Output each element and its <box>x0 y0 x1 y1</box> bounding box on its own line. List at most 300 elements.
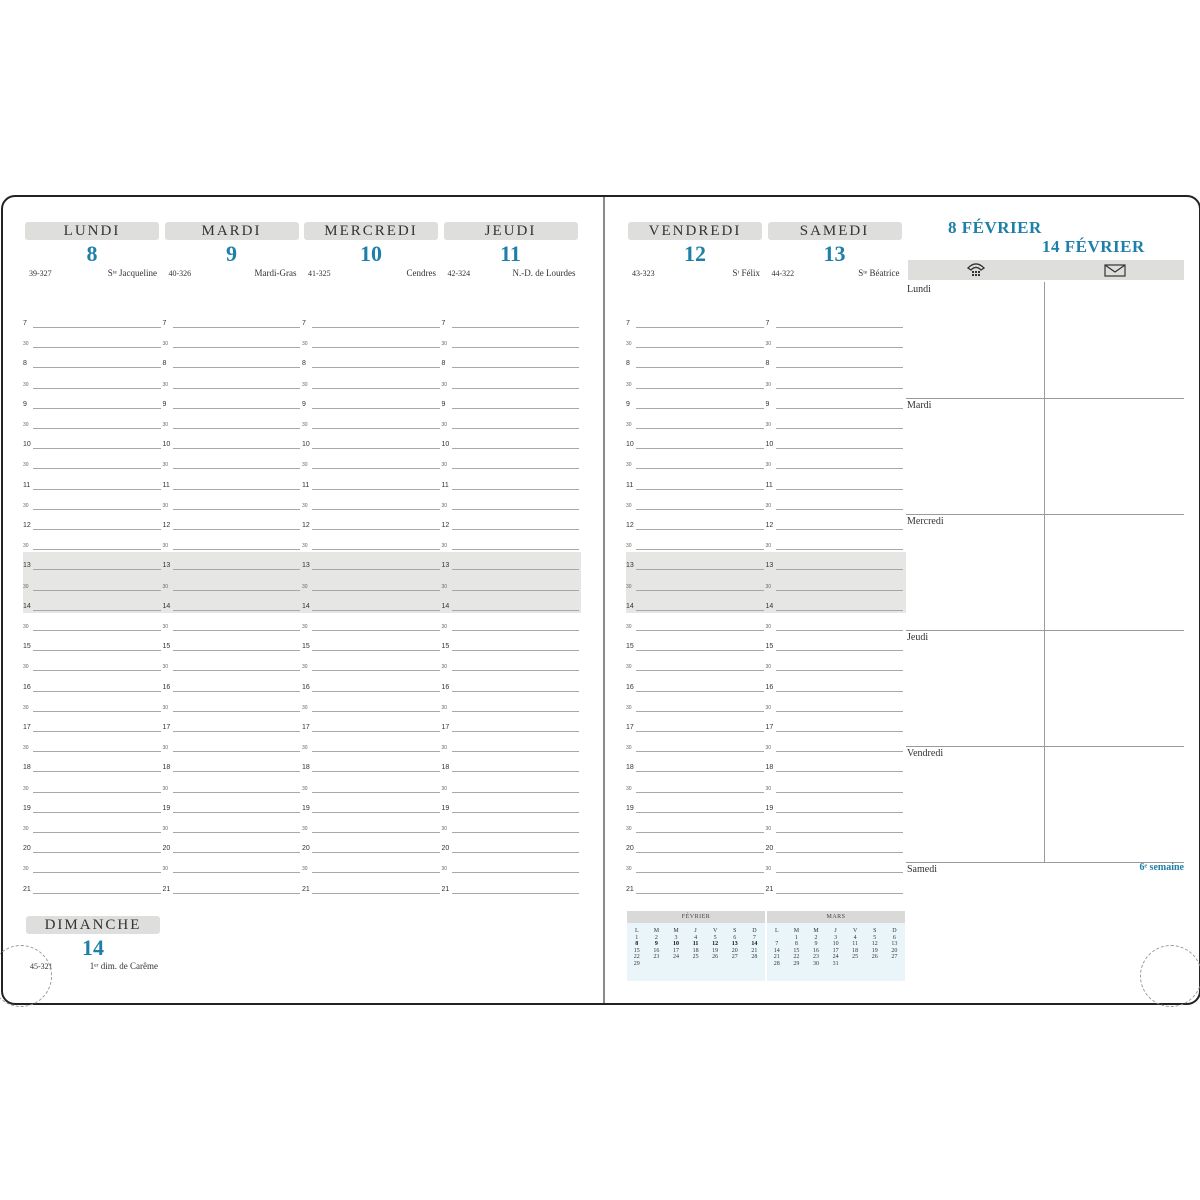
time-line[interactable] <box>33 590 161 591</box>
time-line[interactable] <box>776 388 904 389</box>
time-line[interactable] <box>636 590 764 591</box>
time-line[interactable] <box>452 832 580 833</box>
hour-label: 15 <box>302 643 310 651</box>
mini-day: 7 <box>775 941 779 948</box>
time-line[interactable] <box>33 691 161 692</box>
mini-calendar-grid <box>767 928 904 968</box>
hour-label: 9 <box>441 400 446 408</box>
time-line[interactable] <box>452 792 580 793</box>
time-line[interactable] <box>33 832 161 833</box>
notes-divider <box>1044 282 1045 862</box>
time-line[interactable] <box>33 489 161 490</box>
half-hour-label: 30 <box>162 624 169 630</box>
time-line[interactable] <box>312 691 440 692</box>
notes-header-bar <box>908 260 1184 280</box>
sunday-code: 45-321 <box>30 962 53 971</box>
half-hour-label: 30 <box>765 704 772 711</box>
day-number: 13 <box>823 241 846 266</box>
time-line[interactable] <box>312 388 440 389</box>
mini-day: 1 <box>794 934 798 941</box>
half-hour-label: 30 <box>765 664 772 671</box>
time-line[interactable] <box>312 367 440 368</box>
time-line[interactable] <box>636 731 764 732</box>
time-line[interactable] <box>776 771 904 772</box>
time-line[interactable] <box>33 448 161 449</box>
time-line[interactable] <box>452 327 580 328</box>
time-line[interactable] <box>776 731 904 732</box>
time-line[interactable] <box>452 731 580 732</box>
time-line[interactable] <box>776 347 904 348</box>
time-line[interactable] <box>33 872 161 873</box>
half-hour-label: 30 <box>626 785 632 792</box>
time-line[interactable] <box>452 711 580 712</box>
half-hour-label: 30 <box>23 785 29 792</box>
half-hour-label: 30 <box>626 422 632 428</box>
time-line[interactable] <box>312 347 440 348</box>
time-line[interactable] <box>452 812 580 813</box>
day-name: MARDI <box>201 223 262 239</box>
hour-label: 16 <box>626 683 634 691</box>
weekday-label: J <box>834 928 837 934</box>
hour-label: 12 <box>441 522 450 529</box>
mini-day: 2 <box>814 934 818 941</box>
half-hour-label: 30 <box>765 543 772 550</box>
time-line[interactable] <box>776 630 904 631</box>
time-line[interactable] <box>452 569 580 570</box>
day-code: 43-323 <box>632 269 655 278</box>
time-line[interactable] <box>173 408 301 409</box>
half-hour-label: 30 <box>302 341 308 348</box>
time-line[interactable] <box>776 549 904 550</box>
time-line[interactable] <box>312 489 440 490</box>
time-line[interactable] <box>452 468 580 469</box>
half-hour-label: 30 <box>162 583 169 590</box>
time-line[interactable] <box>33 509 161 510</box>
time-line[interactable] <box>312 590 440 591</box>
time-line[interactable] <box>173 893 301 894</box>
hour-label: 21 <box>302 885 310 893</box>
hour-label: 11 <box>23 481 31 489</box>
time-line[interactable] <box>636 327 764 328</box>
time-line[interactable] <box>452 529 580 530</box>
time-line[interactable] <box>312 468 440 469</box>
time-line[interactable] <box>636 448 764 449</box>
mini-day <box>686 961 706 968</box>
time-line[interactable] <box>33 529 161 530</box>
time-line[interactable] <box>776 832 904 833</box>
half-hour-label: 30 <box>765 866 772 873</box>
time-line[interactable] <box>312 670 440 671</box>
time-line[interactable] <box>173 872 301 873</box>
time-line[interactable] <box>173 731 301 732</box>
half-hour-label: 30 <box>23 341 29 348</box>
hour-label: 14 <box>23 602 31 610</box>
time-line[interactable] <box>452 590 580 591</box>
time-line[interactable] <box>312 630 440 631</box>
hour-label: 10 <box>23 441 31 449</box>
time-line[interactable] <box>452 691 580 692</box>
mini-day: 6 <box>733 934 737 941</box>
mini-day: 11 <box>692 941 699 948</box>
week-label-mercredi: Mercredi <box>907 516 944 527</box>
hour-label: 10 <box>162 441 171 449</box>
time-line[interactable] <box>636 610 764 611</box>
half-hour-label: 30 <box>765 381 772 388</box>
half-hour-label: 30 <box>23 704 29 711</box>
time-line[interactable] <box>33 630 161 631</box>
time-line[interactable] <box>776 367 904 368</box>
half-hour-label: 30 <box>162 422 169 428</box>
mini-day: 5 <box>873 934 877 941</box>
time-line[interactable] <box>636 711 764 712</box>
time-line[interactable] <box>452 549 580 550</box>
mini-day: 27 <box>731 954 738 961</box>
half-hour-label: 30 <box>23 583 29 590</box>
time-line[interactable] <box>636 771 764 772</box>
time-line[interactable] <box>452 893 580 894</box>
mini-day: 8 <box>635 941 639 948</box>
hour-label: 12 <box>302 522 310 529</box>
time-line[interactable] <box>776 792 904 793</box>
time-line[interactable] <box>636 852 764 853</box>
time-line[interactable] <box>173 367 301 368</box>
mini-day: 3 <box>834 934 838 941</box>
time-line[interactable] <box>636 347 764 348</box>
hour-label: 11 <box>302 481 310 489</box>
time-line[interactable] <box>173 347 301 348</box>
time-line[interactable] <box>776 610 904 611</box>
hour-label: 7 <box>626 320 630 327</box>
sunday-number: 14 <box>82 935 104 960</box>
half-hour-label: 30 <box>23 543 29 550</box>
hour-label: 18 <box>302 764 310 772</box>
half-hour-label: 30 <box>302 704 308 711</box>
hour-label: 8 <box>302 360 306 368</box>
time-line[interactable] <box>636 630 764 631</box>
time-line[interactable] <box>173 590 301 591</box>
time-line[interactable] <box>173 852 301 853</box>
mini-day: 22 <box>793 954 800 961</box>
time-line[interactable] <box>776 751 904 752</box>
time-line[interactable] <box>636 792 764 793</box>
half-hour-label: 30 <box>765 583 772 590</box>
time-line[interactable] <box>312 872 440 873</box>
time-line[interactable] <box>636 670 764 671</box>
time-line[interactable] <box>452 367 580 368</box>
time-line[interactable] <box>312 832 440 833</box>
hour-label: 14 <box>626 602 634 610</box>
mini-day: 13 <box>891 941 898 948</box>
time-line[interactable] <box>173 670 301 671</box>
time-line[interactable] <box>776 428 904 429</box>
mini-day: 17 <box>672 947 679 954</box>
time-line[interactable] <box>33 367 161 368</box>
time-line[interactable] <box>636 569 764 570</box>
time-line[interactable] <box>173 711 301 712</box>
half-hour-label: 30 <box>23 462 29 469</box>
time-line[interactable] <box>312 529 440 530</box>
time-line[interactable] <box>636 650 764 651</box>
time-line[interactable] <box>173 388 301 389</box>
day-number: 11 <box>500 241 521 266</box>
hour-label: 20 <box>441 845 450 853</box>
time-line[interactable] <box>776 852 904 853</box>
time-line[interactable] <box>173 509 301 510</box>
time-line[interactable] <box>636 408 764 409</box>
time-line[interactable] <box>173 610 301 611</box>
hour-label: 9 <box>23 400 27 408</box>
half-hour-label: 30 <box>23 422 29 428</box>
time-line[interactable] <box>776 448 904 449</box>
time-line[interactable] <box>452 448 580 449</box>
hour-label: 11 <box>626 481 634 489</box>
mini-calendar-month: FÉVRIER <box>627 911 765 923</box>
time-line[interactable] <box>173 489 301 490</box>
mini-day: 24 <box>832 954 839 961</box>
time-line[interactable] <box>312 852 440 853</box>
weekday-label: M <box>653 928 660 934</box>
time-line[interactable] <box>636 388 764 389</box>
week-label-vendredi: Vendredi <box>907 748 944 759</box>
hour-label: 8 <box>441 360 446 368</box>
mini-day: 21 <box>773 954 780 961</box>
time-line[interactable] <box>452 347 580 348</box>
time-line[interactable] <box>636 529 764 530</box>
half-hour-label: 30 <box>441 664 448 671</box>
time-line[interactable] <box>33 610 161 611</box>
time-line[interactable] <box>173 529 301 530</box>
time-line[interactable] <box>312 509 440 510</box>
time-line[interactable] <box>776 670 904 671</box>
time-line[interactable] <box>636 893 764 894</box>
time-line[interactable] <box>173 468 301 469</box>
time-line[interactable] <box>33 468 161 469</box>
time-line[interactable] <box>452 771 580 772</box>
time-line[interactable] <box>776 711 904 712</box>
time-line[interactable] <box>312 731 440 732</box>
time-line[interactable] <box>33 812 161 813</box>
time-line[interactable] <box>452 509 580 510</box>
half-hour-label: 30 <box>441 826 448 832</box>
time-line[interactable] <box>636 751 764 752</box>
half-hour-label: 30 <box>765 422 772 428</box>
time-line[interactable] <box>776 650 904 651</box>
time-line[interactable] <box>33 549 161 550</box>
mini-day: 13 <box>731 941 738 948</box>
time-line[interactable] <box>312 569 440 570</box>
day-saint: Sᵗᵉ Jacqueline <box>107 268 157 278</box>
time-line[interactable] <box>452 670 580 671</box>
time-line[interactable] <box>312 428 440 429</box>
time-line[interactable] <box>312 812 440 813</box>
time-line[interactable] <box>636 509 764 510</box>
time-line[interactable] <box>173 569 301 570</box>
half-hour-label: 30 <box>162 785 169 792</box>
time-line[interactable] <box>33 711 161 712</box>
hour-label: 14 <box>765 602 774 610</box>
mini-day: 4 <box>694 934 698 941</box>
time-line[interactable] <box>33 731 161 732</box>
time-line[interactable] <box>636 489 764 490</box>
day-name: JEUDI <box>484 223 537 239</box>
time-line[interactable] <box>452 610 580 611</box>
time-line[interactable] <box>33 792 161 793</box>
time-line[interactable] <box>776 529 904 530</box>
time-line[interactable] <box>173 771 301 772</box>
time-line[interactable] <box>776 569 904 570</box>
time-line[interactable] <box>452 751 580 752</box>
time-line[interactable] <box>312 408 440 409</box>
time-line[interactable] <box>33 751 161 752</box>
corner-right <box>1140 945 1200 1007</box>
time-line[interactable] <box>33 347 161 348</box>
half-hour-label: 30 <box>23 381 29 388</box>
half-hour-label: 30 <box>302 543 308 550</box>
time-line[interactable] <box>173 549 301 550</box>
time-line[interactable] <box>776 408 904 409</box>
time-line[interactable] <box>33 771 161 772</box>
time-line[interactable] <box>312 893 440 894</box>
time-line[interactable] <box>636 872 764 873</box>
time-line[interactable] <box>312 711 440 712</box>
half-hour-label: 30 <box>626 543 632 550</box>
time-line[interactable] <box>173 448 301 449</box>
hour-label: 18 <box>626 764 634 772</box>
time-line[interactable] <box>776 872 904 873</box>
day-name: SAMEDI <box>799 223 870 239</box>
time-line[interactable] <box>776 893 904 894</box>
half-hour-label: 30 <box>302 583 308 590</box>
day-header-jeudi <box>444 222 578 240</box>
half-hour-label: 30 <box>162 381 169 388</box>
hour-label: 18 <box>23 764 31 772</box>
mini-day: 4 <box>853 934 857 941</box>
time-line[interactable] <box>776 509 904 510</box>
hour-label: 18 <box>441 764 450 772</box>
time-line[interactable] <box>636 812 764 813</box>
half-hour-label: 30 <box>302 462 308 469</box>
time-line[interactable] <box>173 327 301 328</box>
time-line[interactable] <box>312 792 440 793</box>
hour-label: 11 <box>162 481 170 489</box>
time-line[interactable] <box>33 327 161 328</box>
time-line[interactable] <box>33 852 161 853</box>
time-line[interactable] <box>776 468 904 469</box>
hour-label: 10 <box>302 441 310 449</box>
hour-label: 18 <box>765 764 774 772</box>
time-line[interactable] <box>636 691 764 692</box>
time-line[interactable] <box>452 852 580 853</box>
time-line[interactable] <box>173 812 301 813</box>
time-line[interactable] <box>452 408 580 409</box>
mini-day: 30 <box>812 960 819 967</box>
half-hour-label: 30 <box>162 664 169 671</box>
half-hour-label: 30 <box>765 745 772 752</box>
hour-label: 9 <box>765 400 770 408</box>
time-line[interactable] <box>452 489 580 490</box>
time-line[interactable] <box>636 549 764 550</box>
day-saint: Mardi-Gras <box>254 268 297 278</box>
time-line[interactable] <box>776 812 904 813</box>
time-line[interactable] <box>636 468 764 469</box>
time-line[interactable] <box>312 610 440 611</box>
mini-day: 28 <box>751 954 758 961</box>
half-hour-label: 30 <box>441 543 448 550</box>
time-line[interactable] <box>33 408 161 409</box>
half-hour-label: 30 <box>626 381 632 388</box>
time-line[interactable] <box>312 549 440 550</box>
time-line[interactable] <box>312 448 440 449</box>
time-line[interactable] <box>33 893 161 894</box>
time-line[interactable] <box>173 792 301 793</box>
hour-label: 13 <box>302 562 310 570</box>
time-line[interactable] <box>312 650 440 651</box>
hour-label: 11 <box>765 481 773 489</box>
time-line[interactable] <box>776 327 904 328</box>
time-line[interactable] <box>173 428 301 429</box>
time-line[interactable] <box>173 691 301 692</box>
time-line[interactable] <box>33 569 161 570</box>
half-hour-label: 30 <box>302 826 308 832</box>
time-line[interactable] <box>776 590 904 591</box>
day-saint: Sᵗ Félix <box>732 268 760 278</box>
time-line[interactable] <box>33 670 161 671</box>
time-line[interactable] <box>173 650 301 651</box>
time-line[interactable] <box>312 327 440 328</box>
time-line[interactable] <box>173 630 301 631</box>
hour-label: 17 <box>441 724 450 731</box>
half-hour-label: 30 <box>162 866 169 873</box>
half-hour-label: 30 <box>441 624 448 630</box>
time-line[interactable] <box>452 388 580 389</box>
day-saint: N.-D. de Lourdes <box>512 268 576 278</box>
time-line[interactable] <box>33 428 161 429</box>
time-line[interactable] <box>173 832 301 833</box>
time-line[interactable] <box>452 650 580 651</box>
time-line[interactable] <box>776 691 904 692</box>
hour-label: 17 <box>626 724 634 731</box>
time-line[interactable] <box>776 489 904 490</box>
week-separator <box>906 514 1184 515</box>
mini-day: 25 <box>692 954 699 961</box>
time-line[interactable] <box>636 428 764 429</box>
mini-day: 14 <box>773 947 780 954</box>
mini-day: 12 <box>871 941 878 948</box>
half-hour-label: 30 <box>441 462 448 469</box>
sunday-name: DIMANCHE <box>44 917 142 933</box>
time-line[interactable] <box>636 367 764 368</box>
time-line[interactable] <box>636 832 764 833</box>
time-line[interactable] <box>312 771 440 772</box>
hour-label: 18 <box>162 764 171 772</box>
time-line[interactable] <box>452 872 580 873</box>
hour-label: 15 <box>23 643 31 651</box>
time-line[interactable] <box>312 751 440 752</box>
time-line[interactable] <box>452 630 580 631</box>
time-line[interactable] <box>452 428 580 429</box>
half-hour-label: 30 <box>302 422 308 428</box>
time-line[interactable] <box>33 388 161 389</box>
mini-day: 23 <box>812 954 819 961</box>
hour-label: 13 <box>441 562 450 570</box>
time-line[interactable] <box>173 751 301 752</box>
envelope-icon <box>1104 264 1126 282</box>
hour-label: 12 <box>162 522 171 529</box>
time-line[interactable] <box>33 650 161 651</box>
hour-label: 21 <box>441 885 450 893</box>
half-hour-label: 30 <box>765 624 772 630</box>
hour-label: 10 <box>765 441 774 449</box>
